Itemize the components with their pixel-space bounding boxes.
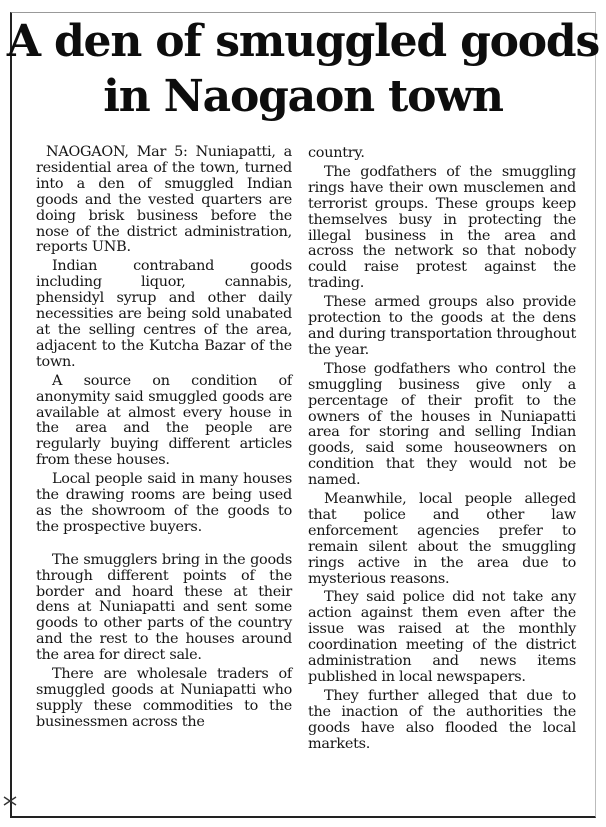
headline xyxy=(0,14,606,124)
paragraph: Indian contraband goods including liquor, cannabis, phensidyl syrup and other daily necessities are being sold unabated at the selling centres of the area, adjacent to the Kutcha Bazar of the town. xyxy=(36,258,292,370)
paragraph: There are wholesale traders of smuggled goods at Nuniapatti who supply these commodities to the businessmen across the xyxy=(36,666,292,730)
headline-line-1: A den of smuggled goods xyxy=(6,16,600,67)
paragraph: Local people said in many houses the drawing rooms are being used as the showroom of the goods to the prospective buyers. xyxy=(36,471,292,535)
paragraph: The smugglers bring in the goods through different points of the border and hoard these at their dens at Nuniapatti and sent some goods to other parts of the country and the rest to the houses around the area for direct sale. xyxy=(36,551,292,664)
article-column-right xyxy=(308,146,576,756)
paragraph: Those godfathers who control the smuggling business give only a percentage of their profit to the owners of the houses in Nuniapatti area for storing and selling Indian goods, said some houseowners on condition that they would not be named. xyxy=(308,360,576,489)
paragraph: The godfathers of the smuggling rings have their own musclemen and terrorist groups. These groups keep themselves busy in protecting the illegal business in the area and across the network so that nobody could raise protest against the trading. xyxy=(308,163,576,292)
paragraph: Meanwhile, local people alleged that police and other law enforcement agencies prefer to remain silent about the smuggling rings active in the area due to mysterious reasons. xyxy=(308,491,576,587)
paragraph: country. xyxy=(308,145,365,161)
paragraph: These armed groups also provide protection to the goods at the dens and during transportation throughout the year. xyxy=(308,294,576,358)
paragraph: They further alleged that due to the inaction of the authorities the goods have also flooded the local markets. xyxy=(308,687,576,752)
headline-line-2: in Naogaon town xyxy=(103,71,503,122)
paragraph: They said police did not take any action against them even after the issue was raised at the monthly coordination meeting of the district administration and news items published in local newspapers. xyxy=(308,589,576,685)
scissors-icon xyxy=(2,793,20,811)
article-column-left xyxy=(36,145,292,734)
paragraph: A source on condition of anonymity said smuggled goods are available at almost every house in the area and the people are regularly buying different articles from these houses. xyxy=(36,372,292,469)
paragraph: NAOGAON, Mar 5: Nuniapatti, a residential area of the town, turned into a den of smuggled Indian goods and the vested quarters are doing brisk business before the nose of the district administration, reports UNB. xyxy=(36,144,292,256)
